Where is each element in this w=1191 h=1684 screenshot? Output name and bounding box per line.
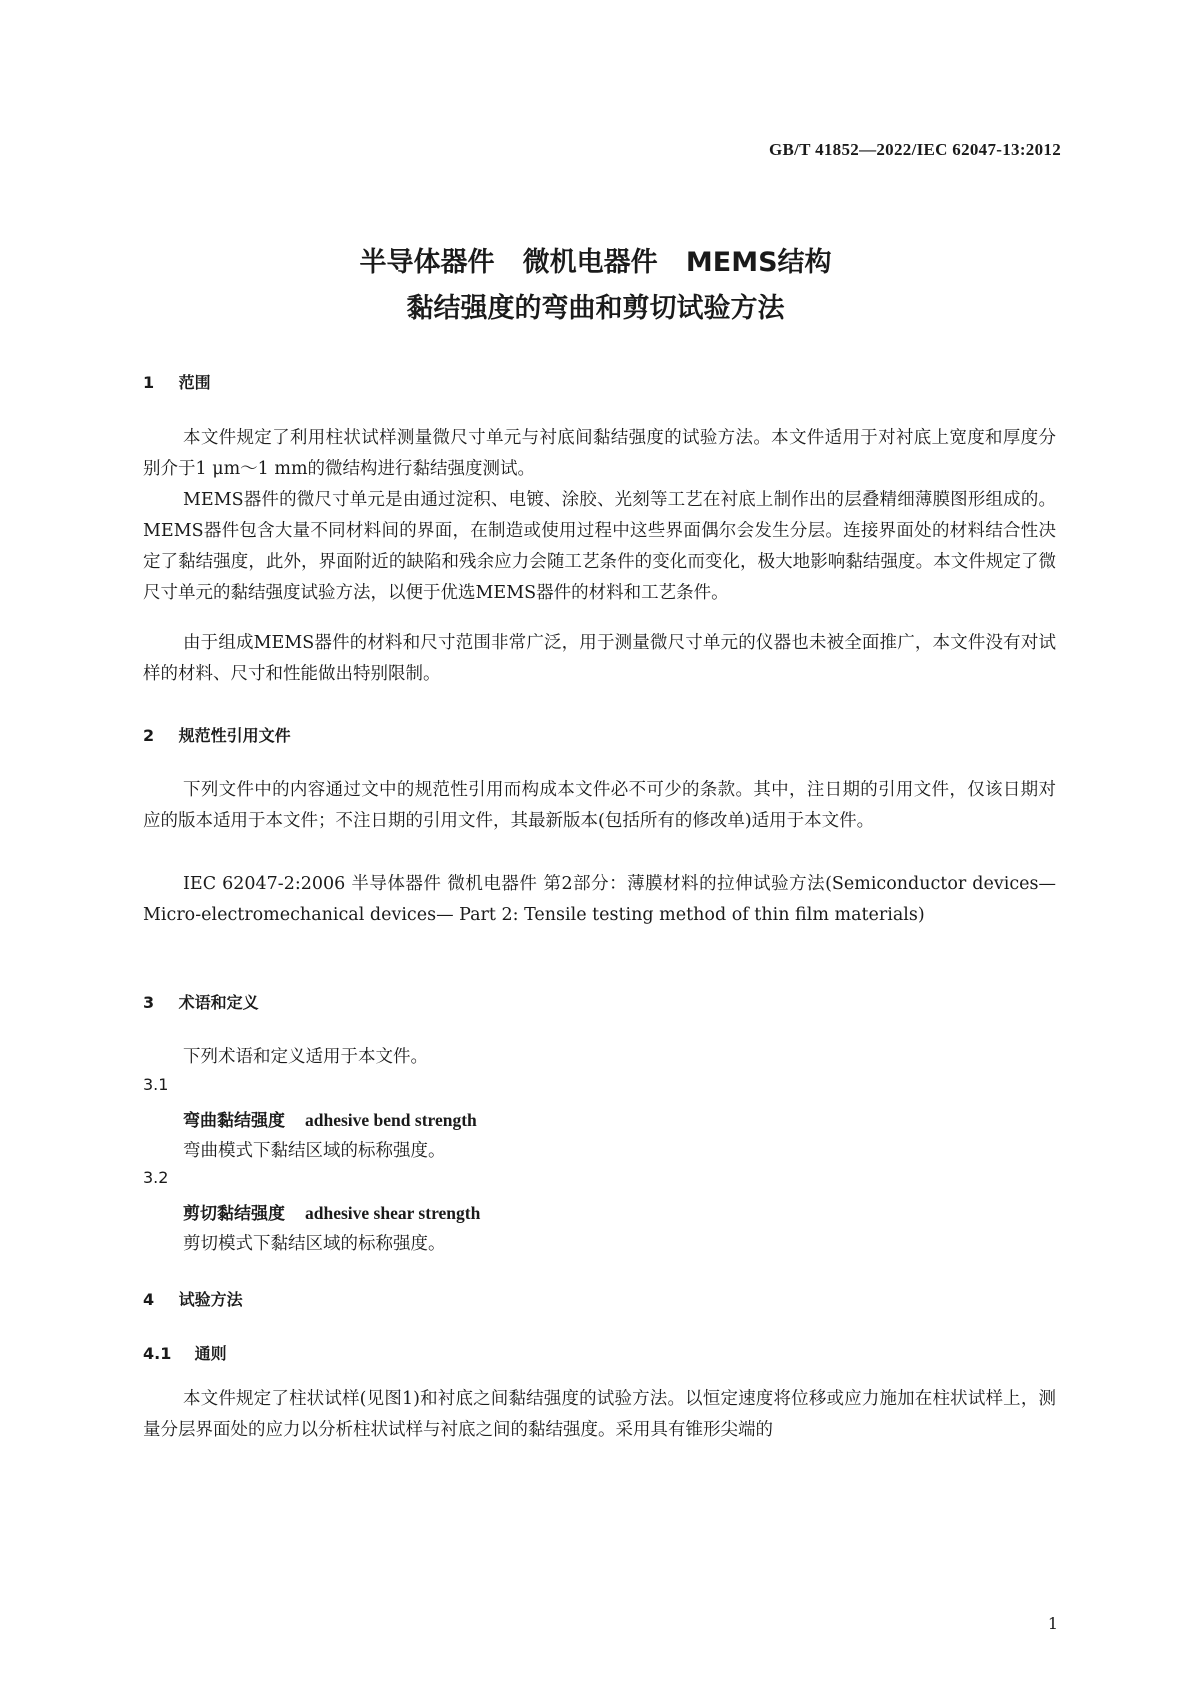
normative-references-paragraph: 下列文件中的内容通过文中的规范性引用而构成本文件必不可少的条款。其中，注日期的引用文件，仅该日期对应的版本适用于本文件；不注日期的引用文件，其最新版本(包括所有的修改单)适用于本文件。 — [143, 780, 1056, 831]
scope-paragraph-2: MEMS器件的微尺寸单元是由通过淀积、电镀、涂胶、光刻等工艺在衬底上制作出的层叠精细薄膜图形组成的。MEMS器件包含大量不同材料间的界面，在制造或使用过程中这些界面偶尔会发生分层。连接界面处的材料结合性决定了黏结强度，此外，界面附近的缺陷和残余应力会随工艺条件的变化而变化，极大地影响黏结强度。本文件规定了微尺寸单元的黏结强度试验方法，以便于优选MEMS器件的材料和工艺条件。 — [143, 490, 1056, 603]
section-4-heading — [143, 1287, 243, 1310]
title-line-1: 半导体器件 微机电器件 MEMS结构 — [359, 247, 832, 278]
term-heading — [183, 1199, 480, 1224]
title-line-2: 黏结强度的弯曲和剪切试验方法 — [406, 293, 785, 324]
section-title: 规范性引用文件 — [178, 726, 291, 745]
scope-paragraph-1: 本文件规定了利用柱状试样测量微尺寸单元与衬底间黏结强度的试验方法。本文件适用于对衬底上宽度和厚度分别介于1 μm～1 mm的微结构进行黏结强度测试。 — [143, 428, 1056, 479]
section-title: 通则 — [194, 1344, 227, 1363]
term-en: adhesive bend strength — [305, 1110, 477, 1130]
terms-intro: 下列术语和定义适用于本文件。 — [183, 1047, 428, 1067]
scope-paragraph-3: 由于组成MEMS器件的材料和尺寸范围非常广泛，用于测量微尺寸单元的仪器也未被全面推广，本文件没有对试样的材料、尺寸和性能做出特别限制。 — [143, 633, 1056, 684]
section-4-1-heading — [143, 1341, 227, 1364]
section-number: 2 — [143, 726, 155, 745]
section-2-heading — [143, 723, 291, 746]
term-zh: 剪切黏结强度 — [183, 1204, 285, 1224]
section-title: 术语和定义 — [178, 993, 259, 1012]
term-zh: 弯曲黏结强度 — [183, 1111, 285, 1131]
term-heading — [183, 1106, 477, 1131]
section-1-heading — [143, 370, 211, 393]
term-definition: 剪切模式下黏结区域的标称强度。 — [183, 1234, 446, 1254]
section-title: 试验方法 — [178, 1290, 243, 1309]
section-title: 范围 — [178, 373, 211, 392]
page-number: 1 — [1047, 1614, 1058, 1633]
document-title — [0, 240, 1191, 332]
general-paragraph: 本文件规定了柱状试样(见图1)和衬底之间黏结强度的试验方法。以恒定速度将位移或应力施加在柱状试样上，测量分层界面处的应力以分析柱状试样与衬底之间的黏结强度。采用具有锥形尖端的 — [143, 1389, 1056, 1440]
standard-number: GB/T 41852—2022/IEC 62047-13:2012 — [769, 140, 1061, 159]
section-number: 3 — [143, 993, 155, 1012]
section-number: 4 — [143, 1290, 155, 1309]
section-3-heading — [143, 990, 259, 1013]
term-definition: 弯曲模式下黏结区域的标称强度。 — [183, 1141, 446, 1161]
section-number: 4.1 — [143, 1344, 172, 1363]
section-number: 1 — [143, 373, 155, 392]
reference-iec-62047-2: IEC 62047-2:2006 半导体器件 微机电器件 第2部分：薄膜材料的拉伸试验方法(Semiconductor devices—Micro-electromechanical devices— Part 2: Tensile testing method of thin film materials) — [143, 874, 1056, 925]
term-number: 3.2 — [143, 1168, 169, 1187]
term-en: adhesive shear strength — [305, 1203, 481, 1223]
term-number: 3.1 — [143, 1075, 169, 1094]
